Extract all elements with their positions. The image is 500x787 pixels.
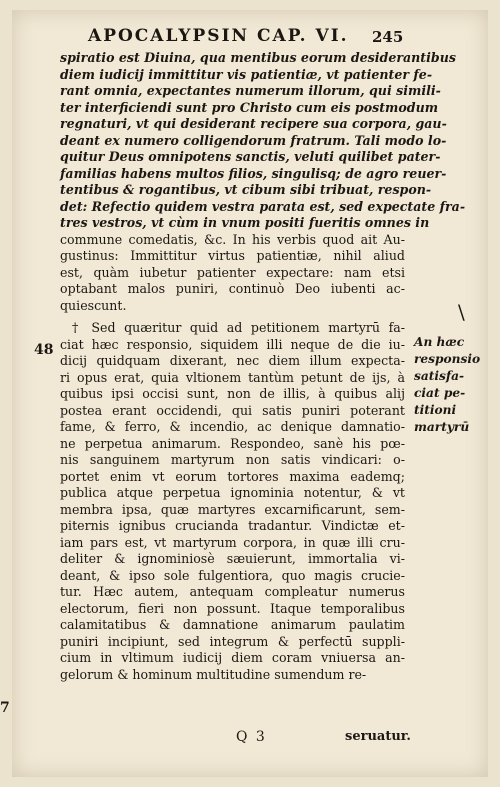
margin-line-number-bottom: 7 xyxy=(0,700,10,716)
text-line: fame, & ferro, & incendio, ac denique damnatio- xyxy=(60,419,405,434)
marginal-note-line: ciat pe- xyxy=(414,386,466,400)
paragraph-question-response xyxy=(60,320,405,683)
text-line: membra ipsa, quæ martyres excarnificarunt, sem- xyxy=(60,501,405,517)
text-line: deant ex numero colligendorum fratrum. Tali modo lo- xyxy=(60,132,447,148)
text-line: det: Refectio quidem vestra parata est, sed expectate fra- xyxy=(60,198,466,214)
margin-dash-mark: \ xyxy=(458,300,465,324)
page-footer xyxy=(0,729,500,751)
text-line: portet enim vt eorum tortores maxima eademq; xyxy=(60,468,405,484)
text-line: puniri incipiunt, sed integrum & perfectū suppli- xyxy=(60,633,405,649)
margin-line-number: 48 xyxy=(34,342,54,358)
text-line: rant omnia, expectantes numerum illorum, qui simili- xyxy=(60,83,441,98)
marginal-note-line: martyrū xyxy=(414,420,470,434)
text-line: piternis ignibus crucianda tradantur. Vindictæ et- xyxy=(60,518,405,533)
text-line: iam pars est, vt martyrum corpora, in quæ illi cru- xyxy=(60,534,405,550)
text-line: est, quàm iubetur patienter expectare: nam etsi xyxy=(60,264,405,280)
text-line: commune comedatis, &c. In his verbis quod ait Au- xyxy=(60,231,405,247)
text-line: quitur Deus omnipotens sanctis, veluti quilibet pater- xyxy=(60,149,441,164)
text-line: gelorum & hominum multitudine sumendum re- xyxy=(60,666,367,682)
text-line: electorum, fieri non possunt. Itaque temporalibus xyxy=(60,600,405,616)
text-line: dicij quidquam dixerant, nec diem illum expecta- xyxy=(60,353,405,368)
text-line: deant, & ipso sole fulgentiora, quo magis crucie- xyxy=(60,567,405,583)
text-line: regnaturi, vt qui desiderant recipere sua corpora, gau- xyxy=(60,116,447,131)
page-header xyxy=(0,26,500,48)
text-line: quiescunt. xyxy=(60,297,127,313)
signature-mark: Q 3 xyxy=(236,729,267,745)
text-line: deliter & ignominiosè sæuierunt, immortalia vi- xyxy=(60,551,405,566)
text-line: diem iudicij immittitur vis patientiæ, vt patienter fe- xyxy=(60,66,433,82)
catchword: seruatur. xyxy=(345,729,411,744)
text-line: † Sed quæritur quid ad petitionem martyrū fa- xyxy=(72,320,405,335)
text-line: nis sanguinem martyrum non satis vindicari: o- xyxy=(60,452,405,467)
text-line: optabant malos puniri, continuò Deo iubenti ac- xyxy=(60,281,405,296)
text-line: quibus ipsi occisi sunt, non de illis, à quibus alij xyxy=(60,386,405,401)
text-line: gustinus: Immittitur virtus patientiæ, nihil aliud xyxy=(60,248,405,263)
text-line: cium in vltimum iudicij diem coram vniuersa an- xyxy=(60,650,405,665)
text-line: ciat hæc responsio, siquidem illi neque de die iu- xyxy=(60,336,405,352)
marginal-note-line: An hæc xyxy=(414,335,465,349)
text-line: publica atque perpetua ignominia notentur, & vt xyxy=(60,485,405,500)
text-line: ter interficiendi sunt pro Christo cum eis postmodum xyxy=(60,99,439,115)
text-line: tres vestros, vt cùm in vnum positi fueritis omnes in xyxy=(60,215,430,230)
text-line: postea erant occidendi, qui satis puniri poterant xyxy=(60,402,405,418)
text-line: familias habens multos filios, singulisq; de agro reuer- xyxy=(60,165,447,181)
text-line: calamitatibus & damnatione animarum paulatim xyxy=(60,617,405,632)
paragraph-augustine-quote xyxy=(60,50,466,314)
text-line: tentibus & rogantibus, vt cibum sibi tribuat, respon- xyxy=(60,182,432,197)
text-line: ri opus erat, quia vltionem tantùm petunt de ijs, à xyxy=(60,369,405,385)
running-head: APOCALYPSIN CAP. VI. xyxy=(88,26,349,46)
text-line: spiratio est Diuina, qua mentibus eorum desiderantibus xyxy=(60,50,456,65)
text-line: tur. Hæc autem, antequam compleatur numerus xyxy=(60,584,405,599)
text-line: ne perpetua animarum. Respondeo, sanè his pœ- xyxy=(60,435,405,451)
marginal-note-line: titioni xyxy=(414,403,457,417)
page-number: 245 xyxy=(372,28,404,46)
marginal-note-line: responsio xyxy=(414,352,481,366)
marginal-note-line: satisfa- xyxy=(414,369,465,383)
marginal-note xyxy=(414,334,498,436)
